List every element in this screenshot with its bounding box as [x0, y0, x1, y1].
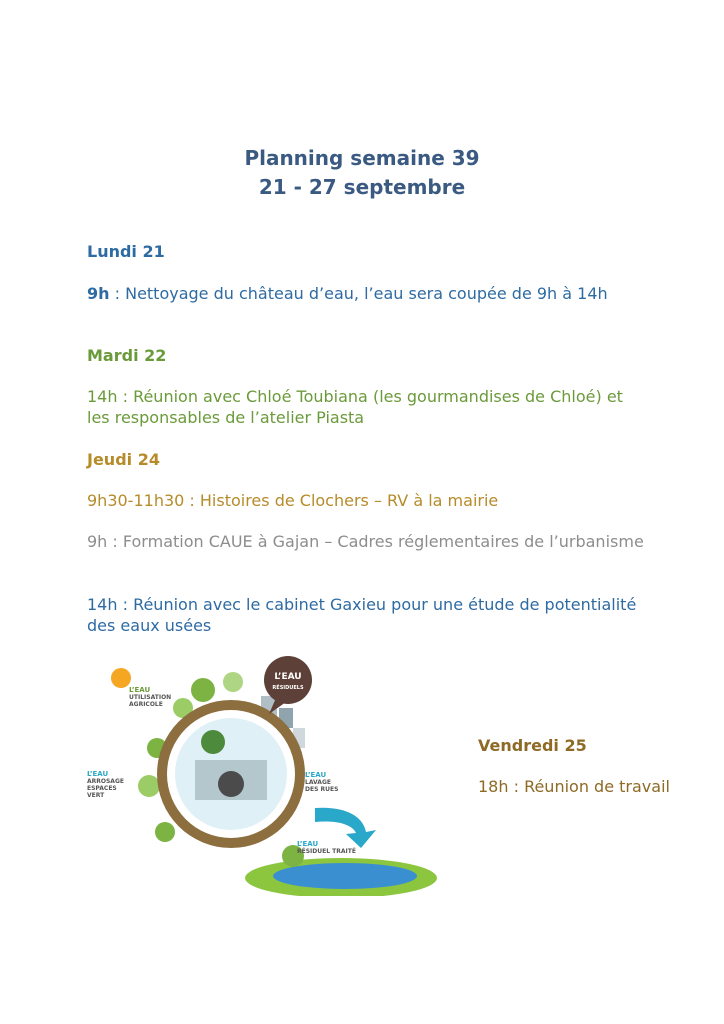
jeudi-event-3: 14h : Réunion avec le cabinet Gaxieu pour une étude de potentialité des eaux usées: [87, 595, 637, 635]
label-arrosage-3: ESPACES: [87, 785, 117, 792]
label-lavage-3: DES RUES: [305, 786, 339, 793]
title-line-2: 21 - 27 septembre: [258, 175, 466, 199]
lundi-heading: Lundi 21: [87, 242, 165, 261]
label-residuels-1: L’EAU: [274, 672, 302, 682]
lake-icon: [273, 863, 417, 889]
tank-icon: [218, 771, 244, 797]
vendredi-heading: Vendredi 25: [478, 736, 587, 755]
label-arrosage-2: ARROSAGE: [87, 778, 124, 785]
label-arrosage-1: L’EAU: [87, 770, 109, 778]
lundi-event-1: [87, 283, 647, 304]
label-agricole-1: L’EAU: [129, 686, 151, 694]
label-agricole-3: AGRICOLE: [129, 701, 163, 708]
label-residuels-2: RÉSIDUELS: [272, 685, 304, 691]
sun-icon: [111, 668, 131, 688]
jeudi-event-2: 9h : Formation CAUE à Gajan – Cadres réglementaires de l’urbanisme: [87, 532, 644, 551]
treated-water-arrow-icon: [315, 808, 376, 848]
jeudi-heading: Jeudi 24: [87, 450, 160, 469]
vendredi-event-1: 18h : Réunion de travail: [478, 777, 670, 796]
page-title: [0, 144, 724, 202]
mardi-event-1: 14h : Réunion avec Chloé Toubiana (les gourmandises de Chloé) et les responsables de l’atelier Piasta: [87, 387, 623, 427]
label-lavage-1: L’EAU: [305, 771, 327, 779]
jeudi-event-1: 9h30-11h30 : Histoires de Clochers – RV à la mairie: [87, 491, 499, 510]
label-traite-1: L’EAU: [297, 840, 319, 848]
inner-tree-icon: [201, 730, 225, 754]
lundi-event-1-text: : Nettoyage du château d’eau, l’eau sera coupée de 9h à 14h: [109, 284, 608, 303]
water-cycle-illustration: [83, 656, 443, 896]
lundi-event-1-time: 9h: [87, 284, 110, 303]
label-arrosage-4: VERT: [87, 792, 105, 799]
mardi-heading: Mardi 22: [87, 346, 167, 365]
label-lavage-2: LAVAGE: [305, 779, 331, 786]
label-traite-2: RÉSIDUEL TRAITÉ: [297, 848, 356, 855]
label-agricole-2: UTILISATION: [129, 694, 172, 701]
title-line-1: Planning semaine 39: [244, 146, 480, 170]
